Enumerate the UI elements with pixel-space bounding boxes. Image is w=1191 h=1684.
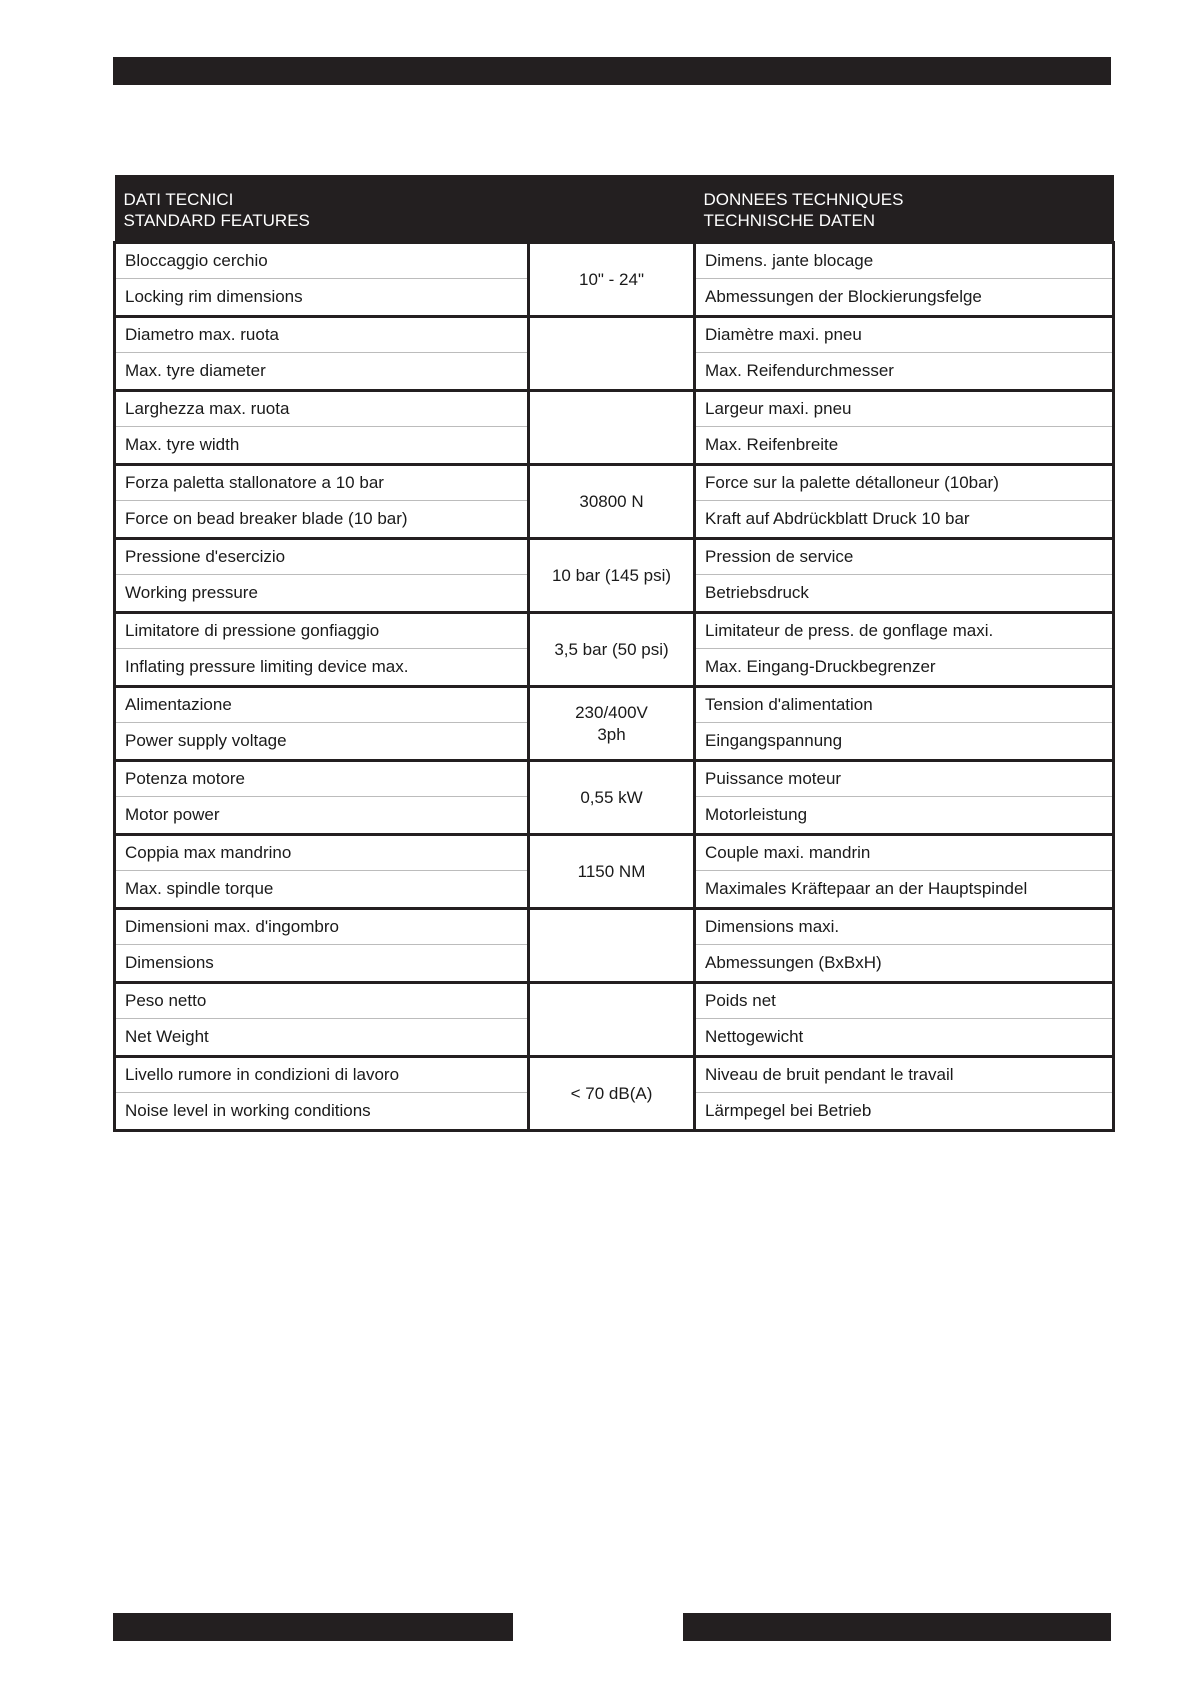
label-fr: Couple maxi. mandrin — [695, 835, 1114, 871]
header-right — [695, 175, 1114, 243]
table-header-row — [115, 175, 1114, 243]
header-right-line2: TECHNISCHE DATEN — [703, 211, 876, 230]
spec-value: 0,55 kW — [529, 761, 695, 835]
label-de: Max. Eingang-Druckbegrenzer — [695, 649, 1114, 687]
label-en: Max. spindle torque — [115, 871, 529, 909]
spec-row — [115, 761, 1114, 797]
label-en: Dimensions — [115, 945, 529, 983]
label-en: Locking rim dimensions — [115, 279, 529, 317]
label-it: Bloccaggio cerchio — [115, 243, 529, 279]
header-bar — [113, 57, 1111, 85]
label-it: Dimensioni max. d'ingombro — [115, 909, 529, 945]
header-right-line1: DONNEES TECHNIQUES — [703, 190, 904, 209]
label-fr: Force sur la palette détalloneur (10bar) — [695, 465, 1114, 501]
label-it: Diametro max. ruota — [115, 317, 529, 353]
label-fr: Niveau de bruit pendant le travail — [695, 1057, 1114, 1093]
label-en: Motor power — [115, 797, 529, 835]
label-de: Betriebsdruck — [695, 575, 1114, 613]
label-fr: Limitateur de press. de gonflage maxi. — [695, 613, 1114, 649]
label-en: Max. tyre diameter — [115, 353, 529, 391]
table-body — [115, 243, 1114, 1131]
spec-row — [115, 983, 1114, 1019]
label-de: Kraft auf Abdrückblatt Druck 10 bar — [695, 501, 1114, 539]
spec-value — [529, 391, 695, 465]
label-de: Abmessungen der Blockierungsfelge — [695, 279, 1114, 317]
spec-value — [529, 317, 695, 391]
spec-value: < 70 dB(A) — [529, 1057, 695, 1131]
label-de: Nettogewicht — [695, 1019, 1114, 1057]
label-fr: Diamètre maxi. pneu — [695, 317, 1114, 353]
label-fr: Tension d'alimentation — [695, 687, 1114, 723]
label-en: Force on bead breaker blade (10 bar) — [115, 501, 529, 539]
label-it: Forza paletta stallonatore a 10 bar — [115, 465, 529, 501]
label-de: Maximales Kräftepaar an der Hauptspindel — [695, 871, 1114, 909]
spec-value: 30800 N — [529, 465, 695, 539]
spec-row — [115, 687, 1114, 723]
label-de: Eingangspannung — [695, 723, 1114, 761]
label-fr: Dimensions maxi. — [695, 909, 1114, 945]
spec-row — [115, 539, 1114, 575]
spec-row — [115, 243, 1114, 279]
footer-bar-right — [683, 1613, 1111, 1641]
label-en: Max. tyre width — [115, 427, 529, 465]
technical-specs-table — [113, 175, 1115, 1132]
spec-value: 230/400V 3ph — [529, 687, 695, 761]
label-en: Net Weight — [115, 1019, 529, 1057]
spec-value — [529, 909, 695, 983]
header-left-line1: DATI TECNICI — [123, 190, 234, 209]
label-it: Limitatore di pressione gonfiaggio — [115, 613, 529, 649]
spec-row — [115, 391, 1114, 427]
footer-bar-left — [113, 1613, 513, 1641]
spec-row — [115, 317, 1114, 353]
label-it: Alimentazione — [115, 687, 529, 723]
spec-value: 10" - 24" — [529, 243, 695, 317]
spec-value: 1150 NM — [529, 835, 695, 909]
label-it: Coppia max mandrino — [115, 835, 529, 871]
label-de: Max. Reifendurchmesser — [695, 353, 1114, 391]
label-it: Pressione d'esercizio — [115, 539, 529, 575]
label-it: Peso netto — [115, 983, 529, 1019]
label-en: Noise level in working conditions — [115, 1093, 529, 1131]
label-it: Larghezza max. ruota — [115, 391, 529, 427]
label-en: Working pressure — [115, 575, 529, 613]
spec-row — [115, 1057, 1114, 1093]
header-left-line2: STANDARD FEATURES — [123, 211, 310, 230]
label-de: Motorleistung — [695, 797, 1114, 835]
spec-value — [529, 983, 695, 1057]
label-de: Max. Reifenbreite — [695, 427, 1114, 465]
label-fr: Poids net — [695, 983, 1114, 1019]
label-de: Lärmpegel bei Betrieb — [695, 1093, 1114, 1131]
spec-value: 10 bar (145 psi) — [529, 539, 695, 613]
header-left — [115, 175, 529, 243]
spec-value: 3,5 bar (50 psi) — [529, 613, 695, 687]
spec-row — [115, 835, 1114, 871]
label-fr: Puissance moteur — [695, 761, 1114, 797]
spec-row — [115, 465, 1114, 501]
label-fr: Dimens. jante blocage — [695, 243, 1114, 279]
header-middle — [529, 175, 695, 243]
label-fr: Largeur maxi. pneu — [695, 391, 1114, 427]
label-de: Abmessungen (BxBxH) — [695, 945, 1114, 983]
label-fr: Pression de service — [695, 539, 1114, 575]
label-it: Potenza motore — [115, 761, 529, 797]
label-it: Livello rumore in condizioni di lavoro — [115, 1057, 529, 1093]
label-en: Inflating pressure limiting device max. — [115, 649, 529, 687]
spec-row — [115, 613, 1114, 649]
label-en: Power supply voltage — [115, 723, 529, 761]
spec-row — [115, 909, 1114, 945]
